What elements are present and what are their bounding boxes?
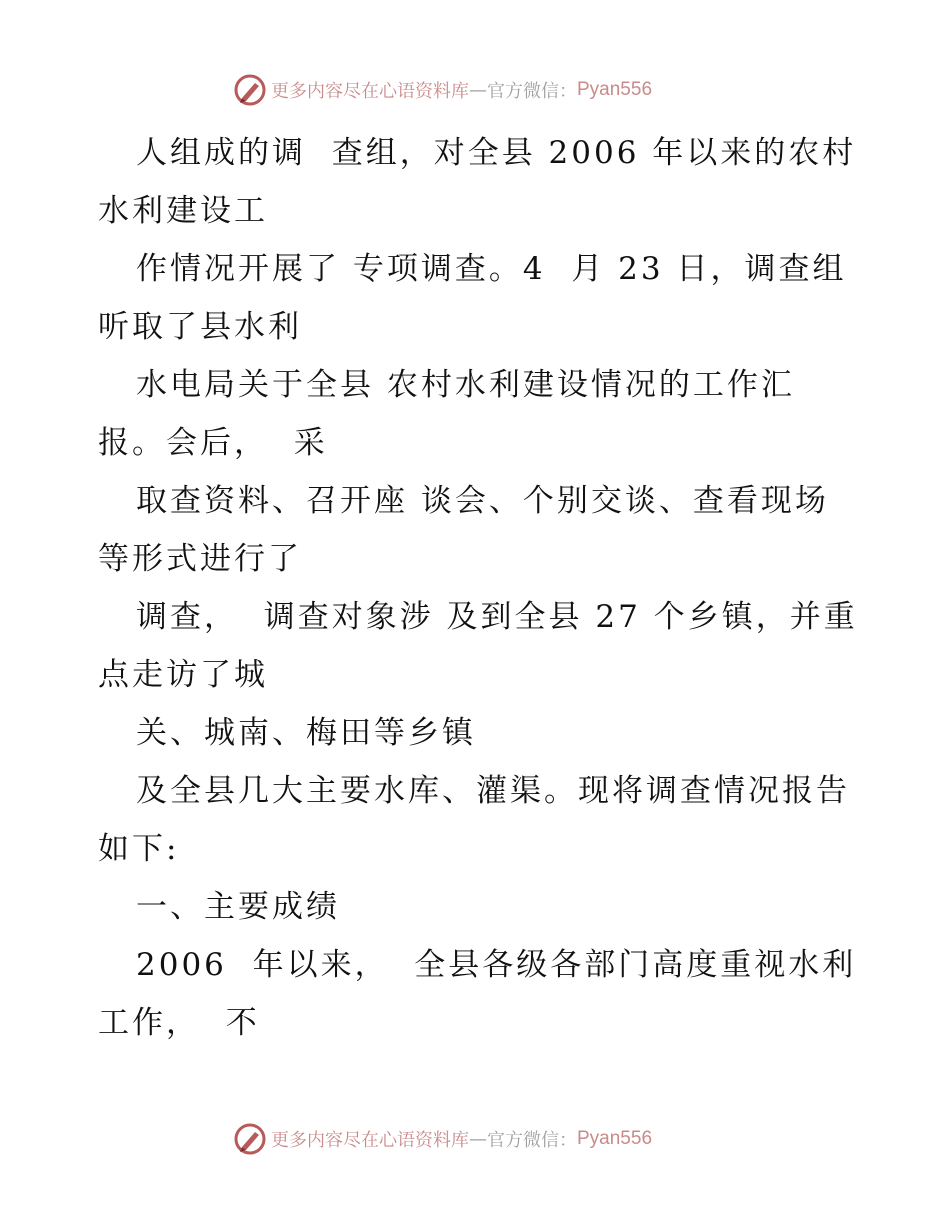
- text-line: 如下:: [98, 831, 180, 867]
- footer-watermark: [233, 1121, 652, 1157]
- watermark-wechat-label: 官方微信：: [487, 1130, 577, 1151]
- pen-logo-icon: [233, 1122, 267, 1156]
- text-line: 等形式进行了: [98, 541, 302, 577]
- text-line: 水电局关于全县 农村水利建设情况的工作汇: [136, 367, 795, 403]
- document-body: [98, 124, 858, 1052]
- pen-logo-icon: [233, 73, 267, 107]
- text-line: 关、城南、梅田等乡镇: [136, 715, 476, 751]
- text-line: 人组成的调 查组，对全县 2006 年以来的农村: [136, 135, 857, 171]
- watermark-wechat-id: Pyan556: [577, 1128, 653, 1149]
- text-line: 点走访了城: [98, 657, 268, 693]
- watermark-wechat-id: Pyan556: [577, 79, 653, 100]
- watermark-brand-text: 更多内容尽在心语资料库: [271, 81, 469, 102]
- watermark-dash: —: [469, 79, 487, 101]
- header-watermark: [233, 72, 652, 108]
- watermark-dash: —: [469, 1128, 487, 1150]
- text-line: 一、主要成绩: [136, 889, 340, 925]
- text-line: 工作， 不: [98, 1005, 260, 1041]
- watermark-wechat-label: 官方微信：: [487, 81, 577, 102]
- text-line: 调查， 调查对象涉 及到全县 27 个乡镇，并重: [136, 599, 858, 635]
- text-line: 作情况开展了 专项调查。4 月 23 日，调查组: [136, 251, 847, 287]
- text-line: 听取了县水利: [98, 309, 302, 345]
- watermark-brand-text: 更多内容尽在心语资料库: [271, 1130, 469, 1151]
- text-line: 报。会后， 采: [98, 425, 328, 461]
- text-line: 2006 年以来， 全县各级各部门高度重视水利: [136, 947, 857, 983]
- text-line: 水利建设工: [98, 193, 268, 229]
- text-line: 取查资料、召开座 谈会、个别交谈、查看现场: [136, 483, 829, 519]
- text-line: 及全县几大主要水库、灌渠。现将调查情况报告: [136, 773, 850, 809]
